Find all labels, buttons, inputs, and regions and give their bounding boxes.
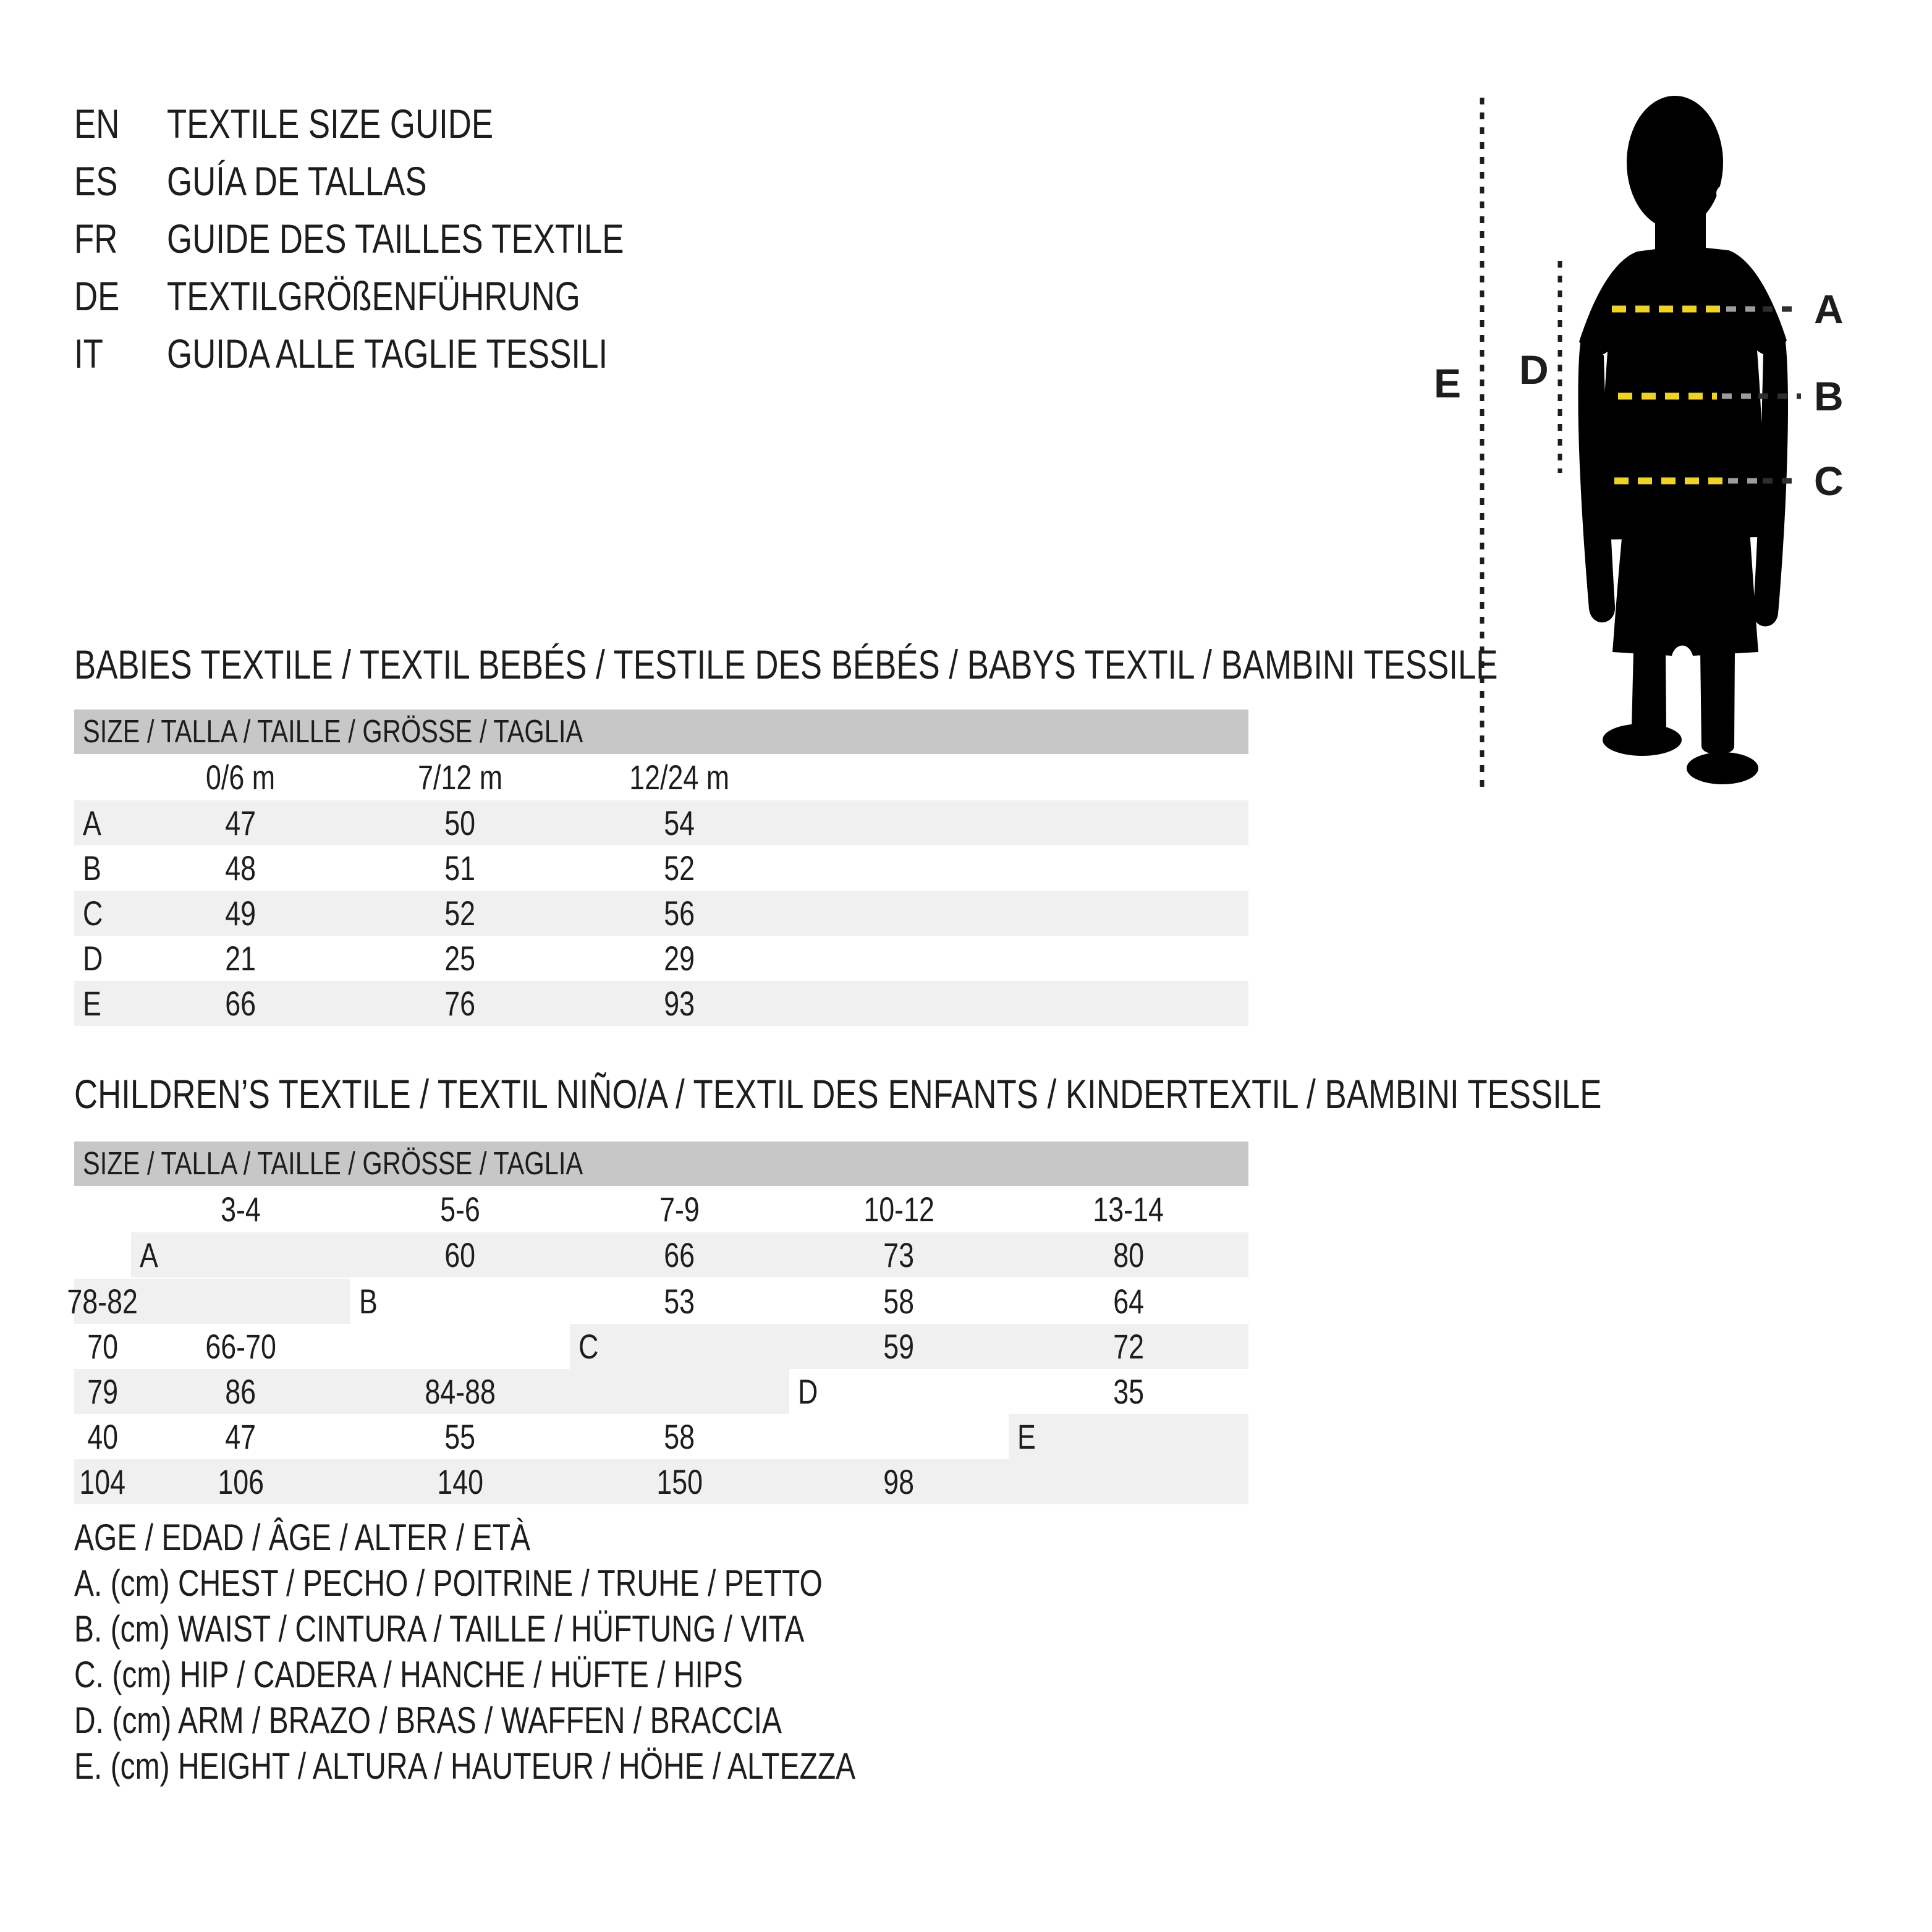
size-header-label: SIZE / TALLA / TAILLE / GRÖSSE / TAGLIA — [83, 1146, 583, 1182]
filler-cell — [74, 1232, 131, 1279]
silhouette-hair-notch — [1716, 185, 1734, 202]
value-cell — [67, 1279, 138, 1324]
measurement-figure-svg — [1360, 62, 1932, 803]
value-cell — [570, 936, 789, 981]
row-label-text: A — [140, 1235, 158, 1274]
value-cell — [131, 800, 350, 845]
row-label — [74, 800, 131, 845]
babies-col-header — [350, 754, 570, 800]
legend-line-height — [74, 1743, 1051, 1789]
value-text: 21 — [225, 939, 256, 978]
filler-cell — [131, 1279, 350, 1324]
value-cell — [350, 1414, 570, 1459]
value-text: 78-82 — [67, 1282, 138, 1321]
value-cell — [570, 891, 789, 936]
row-label-text: B — [83, 849, 101, 888]
value-cell — [74, 1459, 131, 1504]
value-text: 50 — [444, 803, 476, 842]
value-cell — [570, 800, 789, 845]
legend-line-age — [74, 1514, 1051, 1560]
filler-cell — [789, 1414, 1009, 1459]
value-text: 106 — [218, 1462, 264, 1501]
children-section-heading — [74, 1072, 1932, 1116]
babies-table-header-bar — [74, 710, 1248, 754]
value-cell — [570, 1414, 789, 1459]
language-row-fr — [74, 210, 738, 267]
value-cell — [74, 1369, 131, 1414]
value-cell — [131, 1369, 350, 1414]
value-text: 80 — [1113, 1235, 1144, 1274]
filler-cell — [789, 845, 1248, 891]
legend-text: AGE / EDAD / ÂGE / ALTER / ETÀ — [74, 1516, 530, 1558]
babies-section-heading — [74, 642, 1854, 687]
measure-label-c: C — [1814, 458, 1844, 504]
filler-cell — [1009, 1459, 1248, 1504]
value-text: 72 — [1113, 1327, 1144, 1366]
value-cell — [350, 1232, 570, 1277]
row-label — [789, 1369, 1009, 1414]
value-cell — [789, 1232, 1009, 1277]
legend-line-hip — [74, 1651, 1051, 1697]
row-label — [570, 1324, 789, 1369]
value-cell — [350, 981, 570, 1026]
language-code: EN — [74, 100, 120, 146]
value-cell — [570, 1459, 789, 1504]
empty-corner-cell — [74, 1186, 131, 1232]
value-text: 140 — [437, 1462, 483, 1501]
children-col-header — [131, 1186, 350, 1232]
value-text: 150 — [656, 1462, 703, 1501]
value-text: 55 — [444, 1417, 476, 1456]
measure-label-e: E — [1434, 360, 1462, 406]
measure-label-b: B — [1814, 373, 1844, 419]
children-table-header-bar — [74, 1142, 1248, 1186]
babies-col-header — [131, 754, 350, 800]
value-cell — [350, 800, 570, 845]
value-cell — [570, 1279, 789, 1324]
empty-corner-cell — [74, 754, 131, 800]
row-label-text: D — [798, 1372, 818, 1411]
value-text: 49 — [225, 894, 256, 933]
value-text: 66 — [225, 984, 256, 1023]
legend-text: D. (cm) ARM / BRAZO / BRAS / WAFFEN / BRACCIA — [74, 1699, 782, 1741]
value-cell — [570, 1232, 789, 1277]
value-cell — [131, 1414, 350, 1459]
row-label — [131, 1232, 350, 1277]
value-text: 47 — [225, 803, 256, 842]
children-col-header — [1009, 1186, 1248, 1232]
children-heading-text: CHILDREN’S TEXTILE / TEXTIL NIÑO/A / TEXTIL DES ENFANTS / KINDERTEXTIL / BAMBINI TESSILE — [74, 1071, 1602, 1117]
filler-cell — [350, 1324, 570, 1369]
filler-cell — [789, 891, 1248, 936]
value-text: 70 — [87, 1327, 118, 1366]
value-text: 56 — [664, 894, 695, 933]
value-text: 98 — [883, 1462, 915, 1501]
filler-cell — [789, 936, 1248, 981]
value-cell — [350, 845, 570, 891]
value-text: 104 — [79, 1462, 126, 1501]
measurement-figure — [1360, 62, 1932, 803]
language-row-de — [74, 267, 738, 324]
children-col-3-4: 3-4 — [221, 1190, 261, 1229]
row-label-text: A — [83, 803, 101, 842]
guide-title-fr: GUIDE DES TAILLES TEXTILE — [167, 215, 624, 261]
size-header-label: SIZE / TALLA / TAILLE / GRÖSSE / TAGLIA — [83, 714, 583, 750]
value-text: 40 — [87, 1417, 118, 1456]
value-text: 29 — [664, 939, 695, 978]
language-code: IT — [74, 330, 103, 376]
measure-label-a: A — [1814, 286, 1844, 332]
value-cell — [789, 1459, 1009, 1504]
value-text: 93 — [664, 984, 695, 1023]
value-text: 79 — [87, 1372, 118, 1411]
value-cell — [131, 845, 350, 891]
value-cell — [570, 845, 789, 891]
row-label-text: C — [578, 1327, 599, 1366]
value-cell — [131, 1459, 350, 1504]
row-label-text: E — [1017, 1417, 1036, 1456]
babies-col-7-12m: 7/12 m — [418, 758, 502, 797]
babies-col-12-24m: 12/24 m — [629, 758, 730, 797]
row-label — [74, 936, 131, 981]
language-row-it — [74, 324, 738, 382]
value-cell — [131, 1324, 350, 1369]
value-text: 58 — [664, 1417, 695, 1456]
value-text: 84-88 — [425, 1372, 496, 1411]
silhouette-shirt — [1579, 245, 1787, 540]
silhouette-right-shoe — [1687, 752, 1758, 784]
children-col-10-12: 10-12 — [863, 1190, 934, 1229]
babies-col-0-6m: 0/6 m — [206, 758, 276, 797]
language-code: FR — [74, 215, 118, 261]
value-cell — [1009, 1324, 1248, 1369]
babies-size-table — [74, 710, 1248, 1026]
value-cell — [789, 1324, 1009, 1369]
row-label — [350, 1279, 570, 1324]
value-text: 25 — [444, 939, 476, 978]
value-cell — [570, 981, 789, 1026]
filler-cell — [570, 1369, 789, 1414]
value-text: 86 — [225, 1372, 256, 1411]
value-text: 73 — [883, 1235, 915, 1274]
guide-title-en: TEXTILE SIZE GUIDE — [167, 100, 494, 146]
filler-cell — [789, 800, 1248, 845]
value-cell — [131, 981, 350, 1026]
legend-line-waist — [74, 1606, 1051, 1651]
children-col-13-14: 13-14 — [1093, 1190, 1164, 1229]
value-cell — [1009, 1369, 1248, 1414]
language-row-en — [74, 95, 738, 152]
value-cell — [350, 891, 570, 936]
value-cell — [789, 1279, 1009, 1324]
value-cell — [1009, 1279, 1248, 1324]
value-text: 58 — [883, 1282, 915, 1321]
row-label-text: C — [83, 894, 103, 933]
babies-col-header — [570, 754, 789, 800]
children-size-table — [67, 1142, 1248, 1504]
value-cell — [74, 1324, 131, 1369]
value-text: 47 — [225, 1417, 256, 1456]
silhouette-shorts — [1612, 531, 1758, 656]
legend-line-arm — [74, 1697, 1051, 1743]
value-cell — [1009, 1232, 1248, 1277]
children-col-header — [570, 1186, 789, 1232]
filler-cell — [789, 754, 1248, 800]
children-table-grid — [67, 1186, 1248, 1504]
guide-title-it: GUIDA ALLE TAGLIE TESSILI — [167, 330, 608, 376]
row-label — [74, 981, 131, 1026]
language-code: DE — [74, 273, 120, 319]
value-text: 66 — [664, 1235, 695, 1274]
value-cell — [350, 1459, 570, 1504]
row-label-text: E — [83, 984, 101, 1023]
row-label — [1009, 1414, 1248, 1459]
value-cell — [350, 936, 570, 981]
children-col-header — [789, 1186, 1009, 1232]
legend-text: E. (cm) HEIGHT / ALTURA / HAUTEUR / HÖHE / ALTEZZA — [74, 1745, 856, 1787]
value-text: 52 — [444, 894, 476, 933]
silhouette-left-shoe — [1603, 724, 1682, 756]
value-text: 54 — [664, 803, 695, 842]
measure-label-d: D — [1519, 347, 1549, 392]
value-text: 76 — [444, 984, 476, 1023]
value-text: 53 — [664, 1282, 695, 1321]
value-text: 51 — [444, 849, 476, 888]
value-text: 35 — [1113, 1372, 1144, 1411]
value-cell — [131, 891, 350, 936]
row-label — [74, 845, 131, 891]
value-text: 52 — [664, 849, 695, 888]
value-cell — [131, 936, 350, 981]
value-text: 48 — [225, 849, 256, 888]
filler-cell — [789, 981, 1248, 1026]
children-col-header — [350, 1186, 570, 1232]
legend-line-chest — [74, 1560, 1051, 1606]
row-label-text: D — [83, 939, 103, 978]
language-row-es — [74, 152, 738, 210]
children-col-5-6: 5-6 — [440, 1190, 480, 1229]
language-title-block — [74, 95, 738, 382]
value-text: 59 — [883, 1327, 915, 1366]
legend-text: A. (cm) CHEST / PECHO / POITRINE / TRUHE / PETTO — [74, 1562, 823, 1604]
row-label — [74, 891, 131, 936]
legend-text: B. (cm) WAIST / CINTURA / TAILLE / HÜFTUNG / VITA — [74, 1608, 805, 1650]
guide-title-de: TEXTILGRÖßENFÜHRUNG — [167, 273, 580, 319]
children-col-7-9: 7-9 — [659, 1190, 700, 1229]
measurement-legend — [74, 1514, 1051, 1789]
legend-text: C. (cm) HIP / CADERA / HANCHE / HÜFTE / HIPS — [74, 1653, 743, 1695]
value-text: 66-70 — [205, 1327, 276, 1366]
row-label-text: B — [359, 1282, 378, 1321]
value-text: 60 — [444, 1235, 476, 1274]
babies-table-grid — [74, 754, 1248, 1026]
value-cell — [74, 1414, 131, 1459]
babies-heading-text: BABIES TEXTILE / TEXTIL BEBÉS / TESTILE DES BÉBÉS / BABYS TEXTIL / BAMBINI TESSILE — [74, 642, 1498, 687]
value-text: 64 — [1113, 1282, 1144, 1321]
guide-title-es: GUÍA DE TALLAS — [167, 158, 427, 204]
language-code: ES — [74, 158, 118, 204]
value-cell — [350, 1369, 570, 1414]
